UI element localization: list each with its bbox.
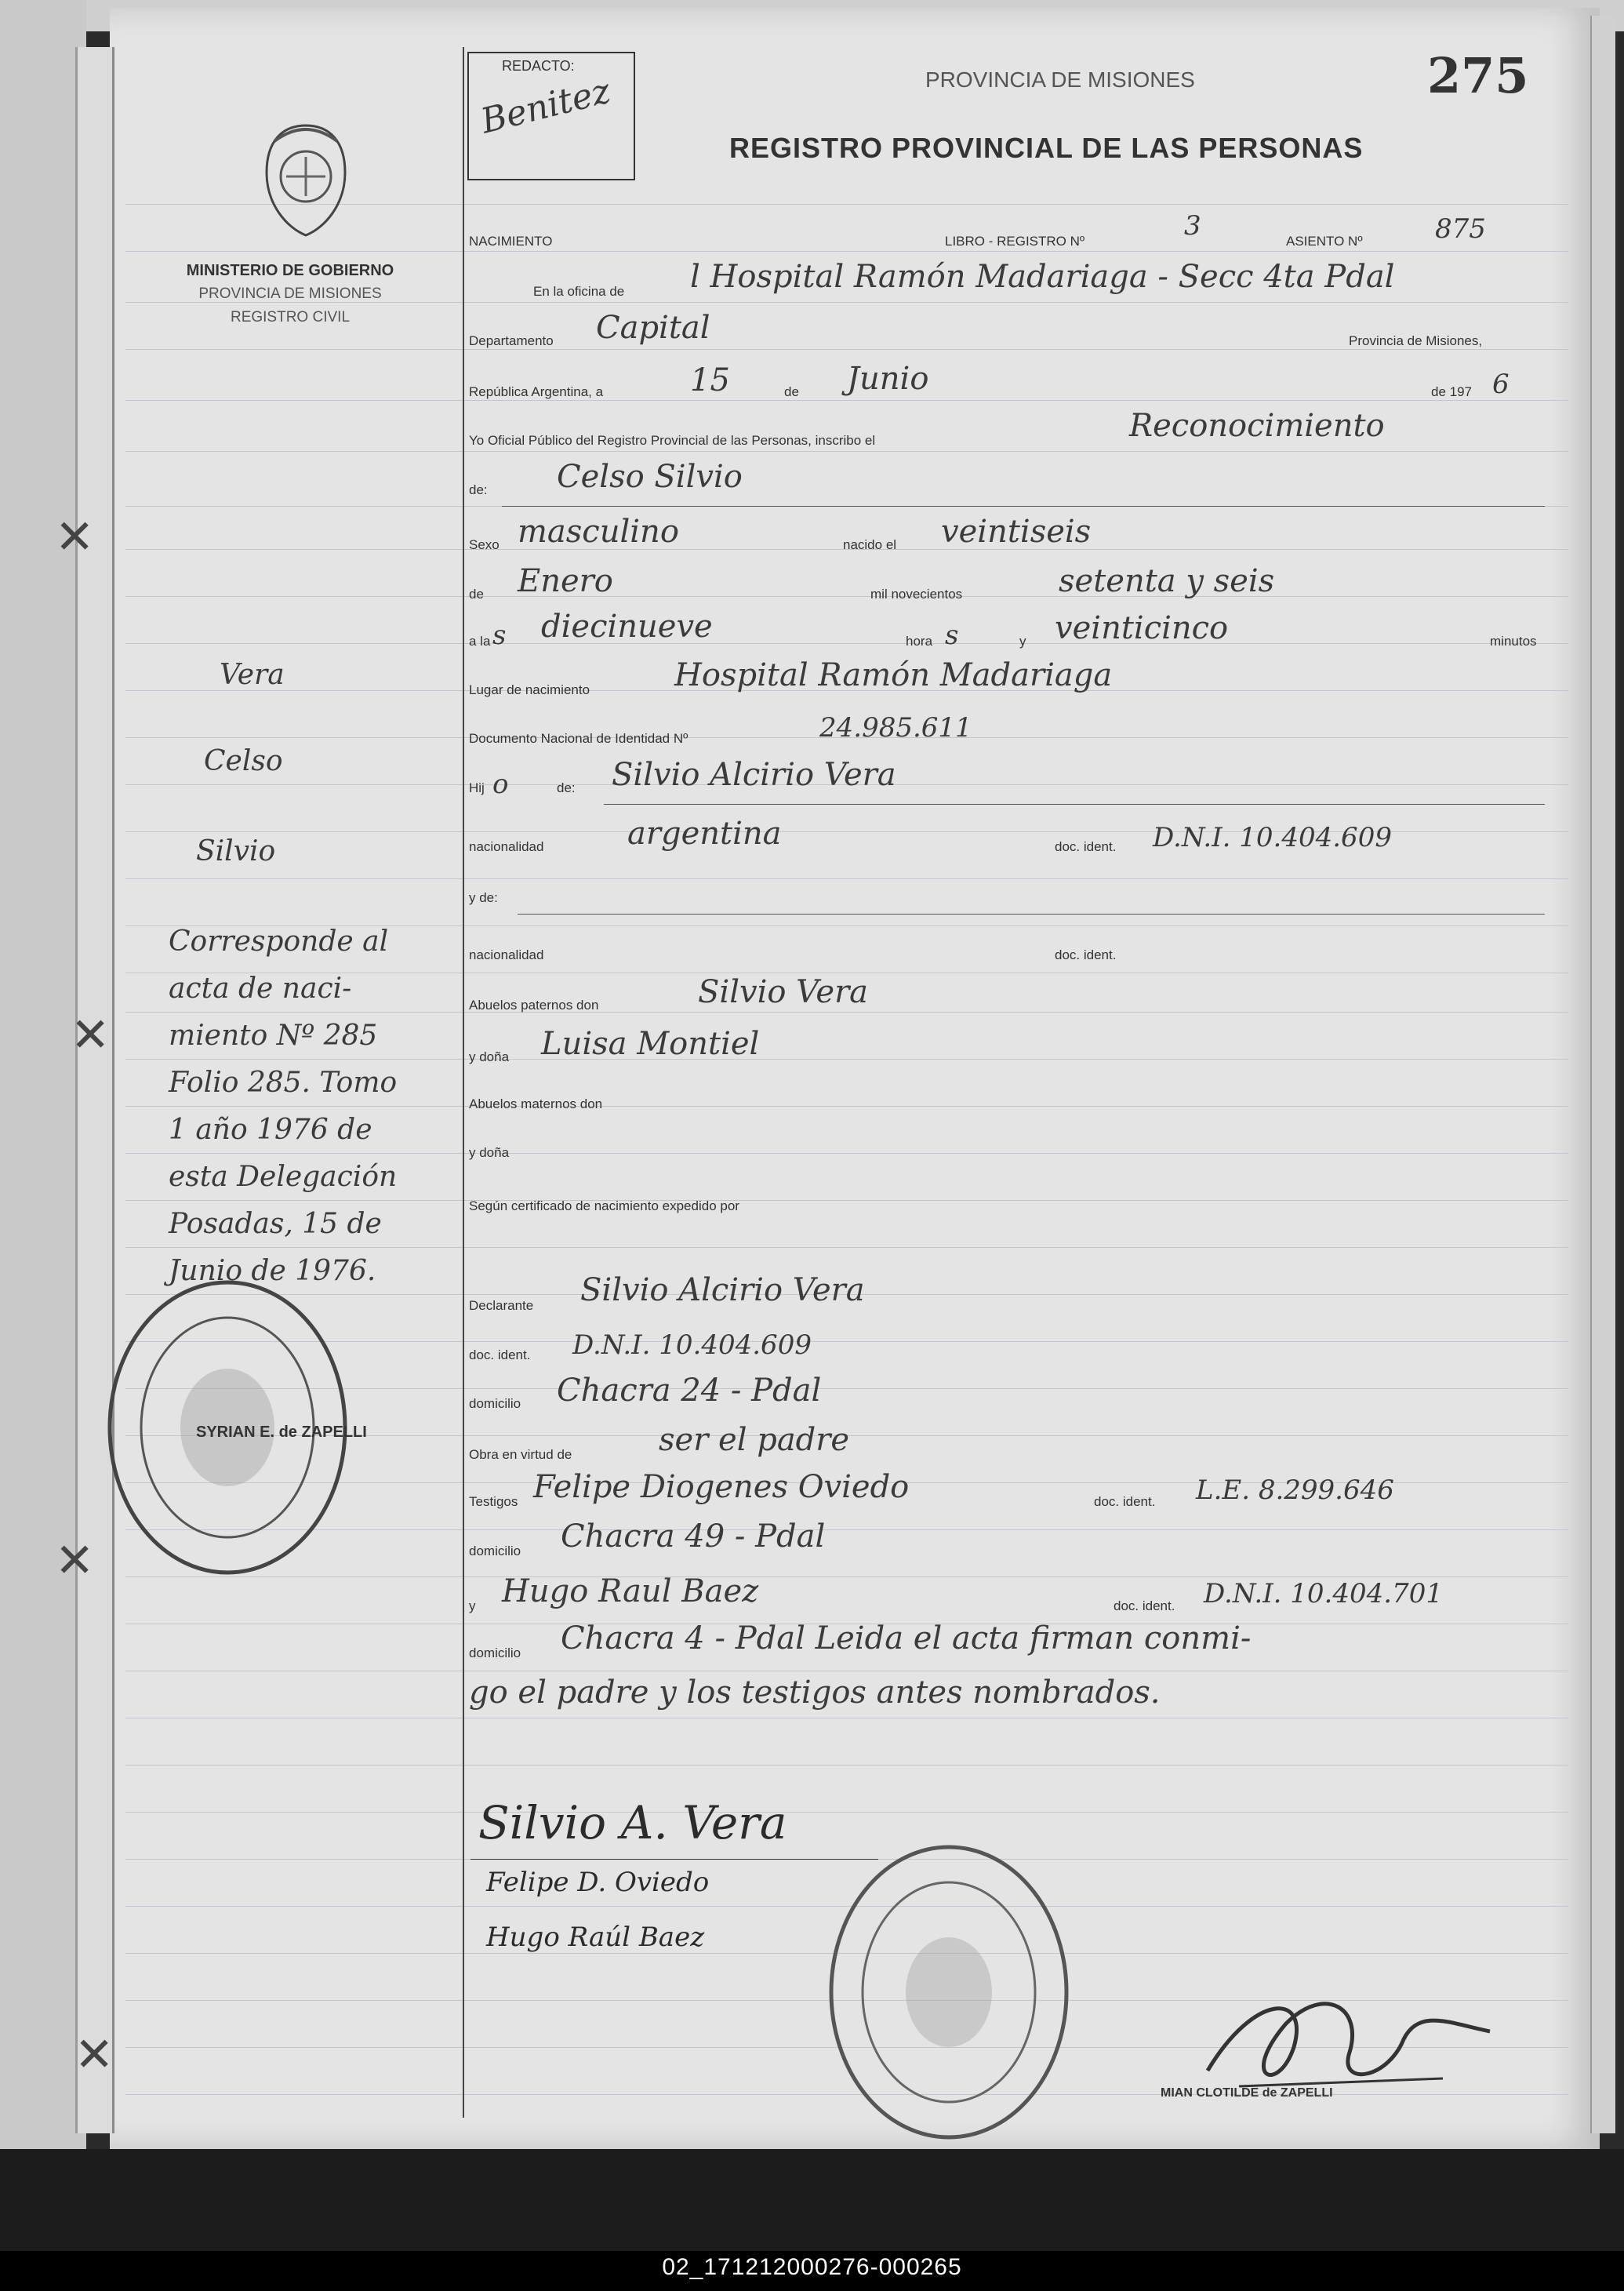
day-value: 15: [690, 362, 730, 398]
obra-value: ser el padre: [659, 1422, 850, 1458]
abuela-pat-value: Luisa Montiel: [541, 1026, 760, 1062]
horas-label: hora: [906, 634, 933, 649]
abuelos-mat-label: Abuelos maternos don: [469, 1096, 603, 1111]
doc-ident4-label: doc. ident.: [1094, 1494, 1156, 1509]
testigos-label: Testigos: [469, 1494, 518, 1509]
margin-note-line: Folio 285. Tomo: [169, 1067, 398, 1099]
horas-value: s: [945, 620, 959, 651]
testigo1-dom-value: Chacra 49 - Pdal: [561, 1518, 826, 1555]
margin-note-line: Junio de 1976.: [169, 1255, 376, 1287]
y2-label: y: [469, 1598, 476, 1613]
republica-label: República Argentina, a: [469, 384, 604, 399]
departamento-label: Departamento: [469, 333, 554, 348]
province-heading: PROVINCIA DE MISIONES: [925, 67, 1195, 92]
closing-line: go el padre y los testigos antes nombrados.: [469, 1675, 1161, 1711]
image-caption: 02_171212000276-000265: [662, 2254, 962, 2280]
ministry-block: [141, 259, 439, 329]
stamp2-text: MIAN CLOTILDE de ZAPELLI: [1161, 2086, 1333, 2100]
page-number: 275: [1427, 47, 1529, 104]
y-label: y: [1019, 634, 1026, 649]
testigo1-doc-value: L.E. 8.299.646: [1196, 1475, 1394, 1506]
minutos-label: minutos: [1490, 634, 1537, 649]
name-underline: [502, 506, 1545, 507]
doc-ident2-label: doc. ident.: [1055, 947, 1117, 962]
margin-apellido: Vera: [220, 659, 285, 691]
signature-testigo1: Felipe D. Oviedo: [486, 1867, 710, 1898]
mil-label: mil novecientos: [870, 587, 963, 602]
ydona2-label: y doña: [469, 1145, 510, 1160]
domicilio-label: domicilio: [469, 1396, 521, 1411]
declarante-value: Silvio Alcirio Vera: [580, 1272, 865, 1308]
lugar-label: Lugar de nacimiento: [469, 682, 590, 697]
mes-nac-value: Enero: [518, 563, 613, 599]
margin-note-line: acta de naci-: [169, 973, 352, 1005]
previous-page-edge: [0, 0, 86, 2149]
redacto-signature: Benitez: [477, 71, 615, 142]
column-divider: [463, 47, 464, 2118]
libro-label: LIBRO - REGISTRO Nº: [945, 234, 1085, 249]
signature-declarante: Silvio A. Vera: [478, 1796, 787, 1849]
abuelo-pat-value: Silvio Vera: [698, 974, 869, 1010]
nacionalidad-label: nacionalidad: [469, 839, 544, 854]
coat-of-arms-icon: [251, 118, 361, 243]
signature-line: [470, 1859, 878, 1860]
departamento-value: Capital: [596, 310, 710, 346]
sexo-value: masculino: [518, 514, 679, 550]
hijo-label: Hij: [469, 780, 485, 795]
testigo1-value: Felipe Diogenes Oviedo: [533, 1469, 910, 1505]
year-value: 6: [1492, 369, 1510, 400]
margin-note-line: Posadas, 15 de: [169, 1208, 382, 1240]
signature-testigo2: Hugo Raúl Baez: [486, 1922, 705, 1953]
oficial-value: Reconocimiento: [1129, 408, 1385, 444]
declarante-label: Declarante: [469, 1298, 534, 1313]
oficina-value: l Hospital Ramón Madariaga - Secc 4ta Pdal: [690, 259, 1395, 295]
declarante-doc-value: D.N.I. 10.404.609: [572, 1329, 812, 1361]
hijo-value: o: [492, 769, 509, 800]
de2-label: de:: [469, 482, 488, 497]
margin-nombre1: Celso: [204, 745, 283, 777]
abuelos-pat-label: Abuelos paternos don: [469, 998, 599, 1013]
official-signature-icon: [1192, 1976, 1506, 2102]
binding-stitch: ✕: [74, 2028, 114, 2081]
padre-doc-value: D.N.I. 10.404.609: [1153, 822, 1392, 853]
stamp1-text: SYRIAN E. de ZAPELLI: [196, 1424, 367, 1441]
year-label: de 197: [1431, 384, 1472, 399]
ministry-name: MINISTERIO DE GOBIERNO: [186, 262, 394, 279]
margin-nombre2: Silvio: [196, 835, 276, 867]
month-value: Junio: [847, 361, 929, 397]
binding-edge: [75, 47, 114, 2133]
madre-underline: [518, 914, 1545, 915]
ministry-registry: REGISTRO CIVIL: [230, 309, 351, 325]
sexo-label: Sexo: [469, 537, 500, 552]
margin-note-line: miento Nº 285: [169, 1020, 378, 1052]
de4-label: de:: [557, 780, 576, 795]
alas-label: a la: [469, 634, 491, 649]
asiento-label: ASIENTO Nº: [1286, 234, 1363, 249]
registry-seal-2-icon: [823, 1835, 1074, 2149]
yde-label: y de:: [469, 890, 498, 905]
oficial-label: Yo Oficial Público del Registro Provincial de las Personas, inscribo el: [469, 433, 876, 448]
provincia-label: Provincia de Misiones,: [1349, 333, 1483, 348]
registry-title: REGISTRO PROVINCIAL DE LAS PERSONAS: [729, 132, 1364, 164]
binding-stitch: ✕: [55, 511, 95, 563]
record-type-label: NACIMIENTO: [469, 234, 553, 249]
binding-stitch: ✕: [71, 1009, 111, 1061]
libro-value: 3: [1184, 210, 1201, 242]
redacto-label: REDACTO:: [502, 58, 575, 74]
padre-value: Silvio Alcirio Vera: [612, 757, 896, 793]
doc-ident5-label: doc. ident.: [1114, 1598, 1175, 1613]
doc-ident-label: doc. ident.: [1055, 839, 1117, 854]
minutos-value: veinticinco: [1055, 610, 1229, 646]
alas-value: s: [492, 620, 507, 651]
anio-nac-value: setenta y seis: [1059, 563, 1275, 599]
testigo2-doc-value: D.N.I. 10.404.701: [1204, 1578, 1443, 1609]
obra-label: Obra en virtud de: [469, 1447, 572, 1462]
testigo2-dom-value: Chacra 4 - Pdal Leida el acta firman conmi-: [561, 1620, 1252, 1656]
nacido-label: nacido el: [843, 537, 897, 552]
doc-ident3-label: doc. ident.: [469, 1347, 531, 1362]
dni-value: 24.985.611: [819, 712, 972, 744]
oficina-label: En la oficina de: [533, 284, 625, 299]
padre-underline: [604, 804, 1545, 805]
domicilio3-label: domicilio: [469, 1646, 521, 1660]
scan-background-bottom: [0, 2149, 1624, 2251]
de3-label: de: [469, 587, 484, 602]
de-label: de: [784, 384, 799, 399]
binding-stitch: ✕: [55, 1534, 95, 1587]
nacido-value: veintiseis: [941, 514, 1092, 550]
domicilio2-label: domicilio: [469, 1544, 521, 1558]
dni-label: Documento Nacional de Identidad Nº: [469, 731, 688, 746]
nacionalidad-value: argentina: [627, 816, 782, 852]
margin-note-line: Corresponde al: [169, 925, 389, 958]
margin-note-line: esta Delegación: [169, 1161, 398, 1193]
ministry-province: PROVINCIA DE MISIONES: [198, 285, 382, 302]
certificado-label: Según certificado de nacimiento expedido por: [469, 1198, 739, 1213]
nacionalidad2-label: nacionalidad: [469, 947, 544, 962]
name-value: Celso Silvio: [557, 459, 743, 495]
testigo2-value: Hugo Raul Baez: [502, 1573, 759, 1609]
hora-value: diecinueve: [541, 609, 713, 645]
asiento-value: 875: [1435, 213, 1486, 245]
lugar-value: Hospital Ramón Madariaga: [674, 657, 1113, 693]
page-right-edge: [1590, 16, 1615, 2133]
margin-note-line: 1 año 1976 de: [169, 1114, 372, 1146]
ydona-label: y doña: [469, 1049, 510, 1064]
declarante-dom-value: Chacra 24 - Pdal: [557, 1373, 822, 1409]
